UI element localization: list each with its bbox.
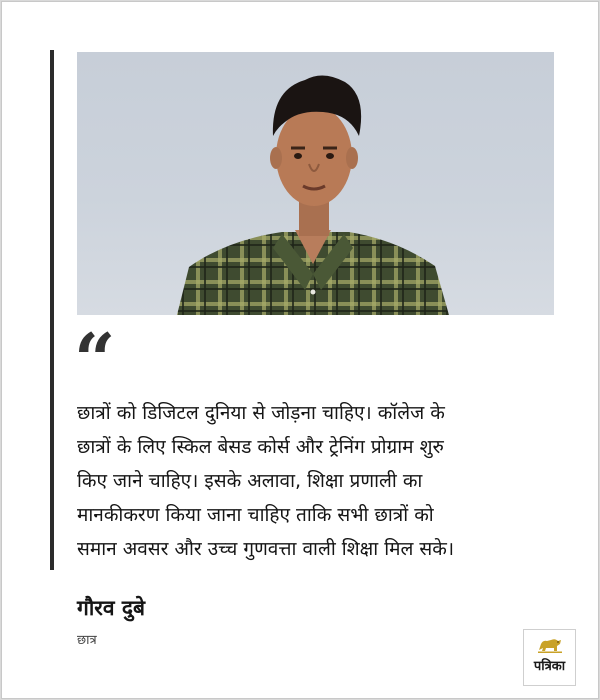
quote-mark-icon: “ xyxy=(74,317,116,402)
quote-card xyxy=(1,1,599,699)
person-portrait-icon xyxy=(77,52,554,315)
author-role: छात्र xyxy=(77,633,97,648)
quote-line: किए जाने चाहिए। इसके अलावा, शिक्षा प्रणाली का xyxy=(77,470,423,492)
brand-name: पत्रिका xyxy=(533,659,566,674)
lion-emblem-icon xyxy=(537,636,563,654)
quote-line: छात्रों के लिए स्किल बेसड कोर्स और ट्रेनिंग प्रोग्राम शुरु xyxy=(77,436,444,458)
brand-logo xyxy=(523,629,576,686)
quote-line: मानकीकरण किया जाना चाहिए ताकि सभी छात्रों को xyxy=(77,504,434,526)
quote-rule xyxy=(50,50,54,570)
quote-line: समान अवसर और उच्च गुणवत्ता वाली शिक्षा मिल सके। xyxy=(77,538,455,560)
quote-line: छात्रों को डिजिटल दुनिया से जोड़ना चाहिए। कॉलेज के xyxy=(77,402,445,424)
quote-text xyxy=(77,396,567,566)
person-photo xyxy=(77,52,554,315)
author-name: गौरव दुबे xyxy=(77,596,145,620)
